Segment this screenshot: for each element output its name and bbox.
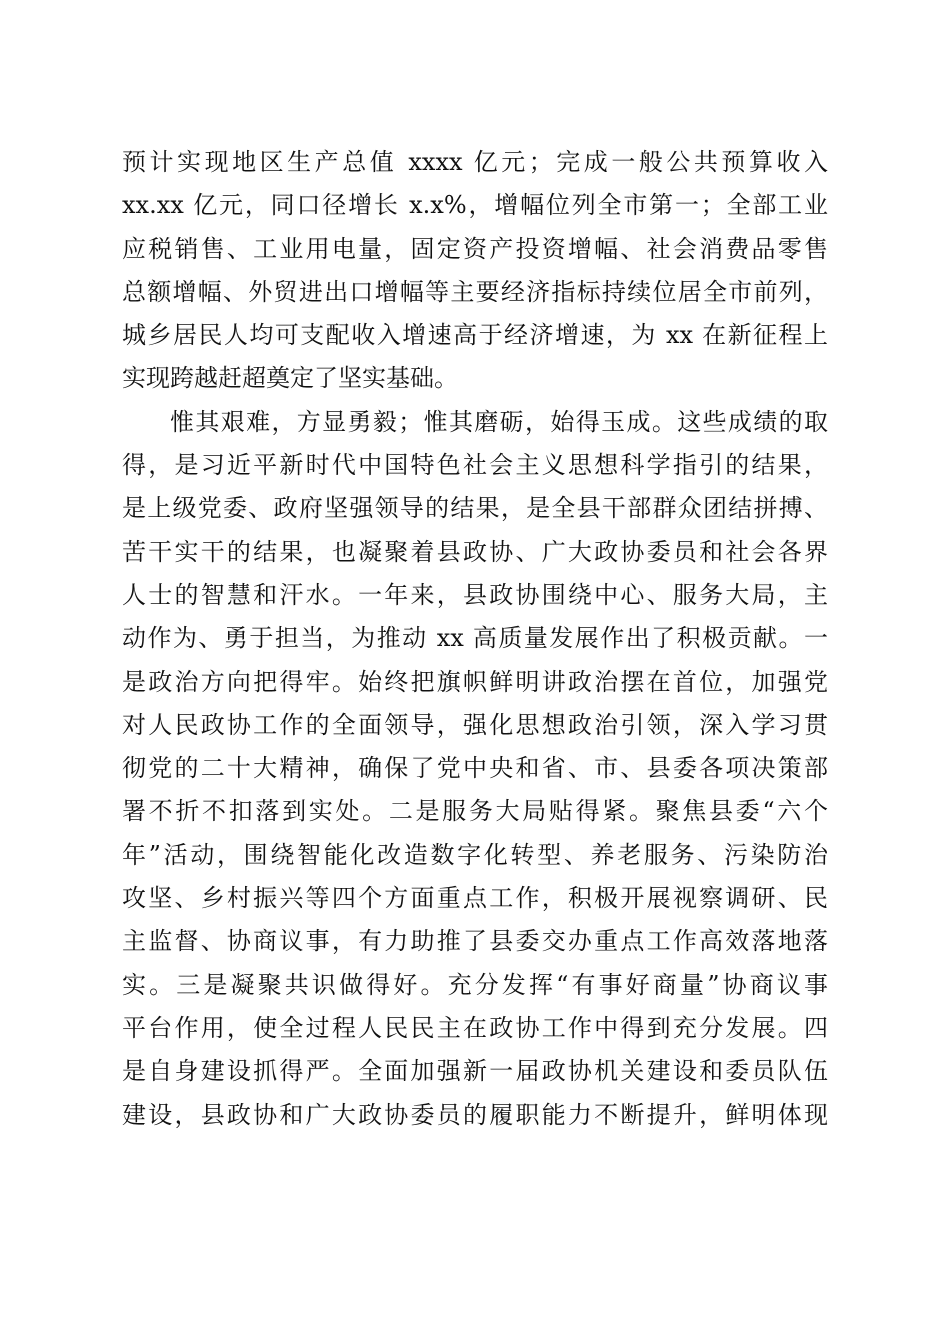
paragraph-1 xyxy=(122,141,828,401)
text-line: 平台作用，使全过程人民民主在政协工作中得到充分发展。四 xyxy=(122,1013,828,1042)
text-line: 苦干实干的结果，也凝聚着县政协、广大政协委员和社会各界 xyxy=(122,537,828,566)
text-line: 署不折不扣落到实处。二是服务大局贴得紧。聚焦县委“六个 xyxy=(122,797,828,826)
text-line: 年”活动，围绕智能化改造数字化转型、养老服务、污染防治 xyxy=(122,840,828,869)
text-line: 惟其艰难，方显勇毅；惟其磨砺，始得玉成。这些成绩的取 xyxy=(170,407,828,436)
text-line: 是政治方向把得牢。始终把旗帜鲜明讲政治摆在首位，加强党 xyxy=(122,667,828,696)
text-line: 人士的智慧和汗水。一年来，县政协围绕中心、服务大局，主 xyxy=(122,580,828,609)
paragraph-2 xyxy=(122,401,828,1137)
text-line: 动作为、勇于担当，为推动 xx 高质量发展作出了积极贡献。一 xyxy=(122,624,828,653)
text-line: 主监督、协商议事，有力助推了县委交办重点工作高效落地落 xyxy=(122,927,828,956)
text-line: xx.xx 亿元，同口径增长 x.x%，增幅位列全市第一；全部工业 xyxy=(122,191,828,220)
text-line: 得，是习近平新时代中国特色社会主义思想科学指引的结果， xyxy=(122,451,828,480)
body-text xyxy=(122,141,828,1137)
text-line: 建设，县政协和广大政协委员的履职能力不断提升，鲜明体现 xyxy=(122,1100,828,1129)
text-line: 对人民政协工作的全面领导，强化思想政治引领，深入学习贯 xyxy=(122,710,828,739)
text-line: 彻党的二十大精神，确保了党中央和省、市、县委各项决策部 xyxy=(122,754,828,783)
text-line: 总额增幅、外贸进出口增幅等主要经济指标持续位居全市前列， xyxy=(122,277,828,306)
text-line: 攻坚、乡村振兴等四个方面重点工作，积极开展视察调研、民 xyxy=(122,884,828,913)
text-line: 实现跨越赶超奠定了坚实基础。 xyxy=(122,364,458,393)
text-line: 应税销售、工业用电量，固定资产投资增幅、社会消费品零售 xyxy=(122,234,828,263)
text-line: 预计实现地区生产总值 xxxx 亿元；完成一般公共预算收入 xyxy=(122,148,828,176)
text-line: 是上级党委、政府坚强领导的结果，是全县干部群众团结拼搏、 xyxy=(122,494,828,523)
text-line: 实。三是凝聚共识做得好。充分发挥“有事好商量”协商议事 xyxy=(122,970,828,999)
text-line: 城乡居民人均可支配收入增速高于经济增速，为 xx 在新征程上 xyxy=(122,321,828,350)
text-line: 是自身建设抓得严。全面加强新一届政协机关建设和委员队伍 xyxy=(122,1057,828,1086)
